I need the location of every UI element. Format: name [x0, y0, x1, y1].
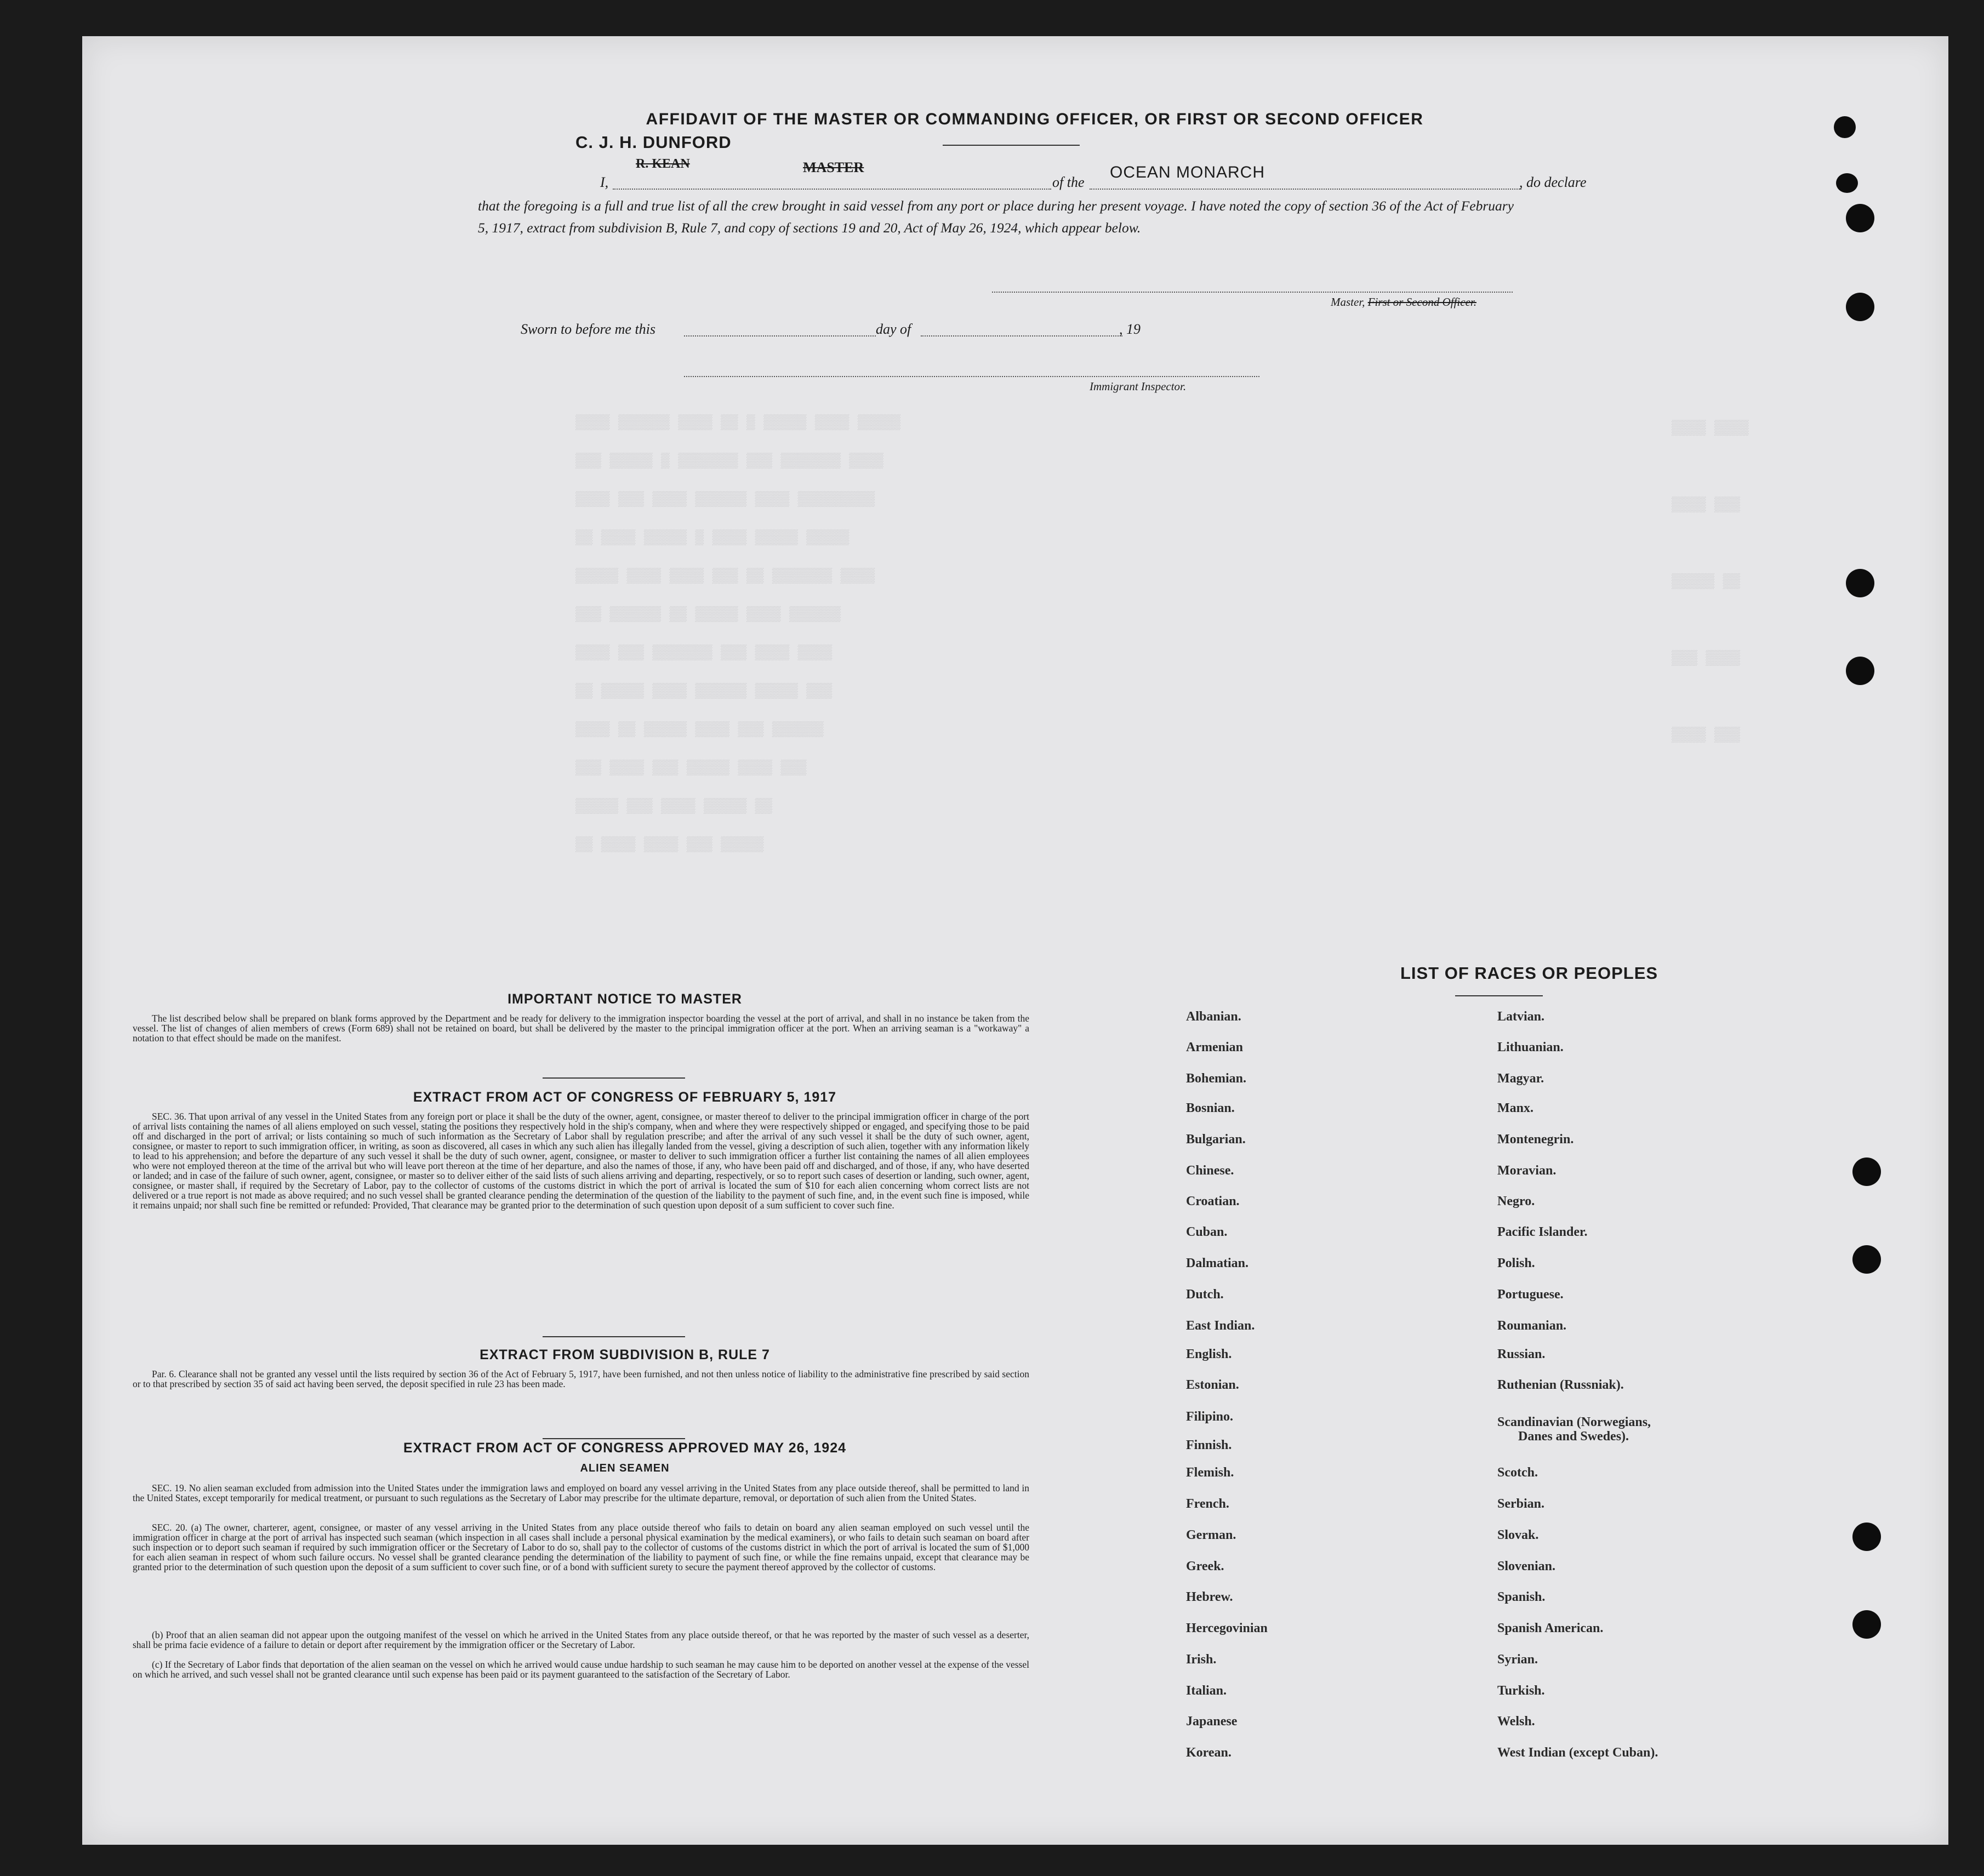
- race-item: Serbian.: [1497, 1497, 1545, 1511]
- race-item: Hercegovinian: [1186, 1621, 1268, 1635]
- race-item: Danes and Swedes).: [1518, 1429, 1629, 1444]
- day-of-label: day of: [876, 321, 911, 337]
- race-item: Magyar.: [1497, 1071, 1544, 1086]
- notice-text: The list described below shall be prepared on blank forms approved by the Department and be ready for delivery to the immigration inspector boarding the vessel at the port of arrival, and shall in no instance be taken from the vessel. The list of changes of alien members of crews (Form 689) shall not be retained on board, but shall be delivered by the master to the principal immigration officer at the port. When an arriving seaman is a "workaway" a notation to that effect should be made on the manifest.: [133, 1013, 1029, 1044]
- signature-caption: [1331, 295, 1476, 309]
- race-item: Moravian.: [1497, 1164, 1557, 1178]
- race-item: Bosnian.: [1186, 1101, 1235, 1115]
- race-item: Spanish American.: [1497, 1621, 1604, 1635]
- punch-hole: [1852, 1523, 1881, 1551]
- race-item: Slovenian.: [1497, 1559, 1556, 1573]
- race-item: German.: [1186, 1528, 1236, 1542]
- race-item: Polish.: [1497, 1256, 1535, 1270]
- race-item: Latvian.: [1497, 1010, 1545, 1024]
- race-item: Italian.: [1186, 1684, 1227, 1698]
- race-item: Chinese.: [1186, 1164, 1234, 1178]
- sworn-day-line: [684, 335, 876, 337]
- race-item: Greek.: [1186, 1559, 1224, 1573]
- act-1917-title: EXTRACT FROM ACT OF CONGRESS OF FEBRUARY 5, 1917: [413, 1090, 837, 1105]
- race-item: Bohemian.: [1186, 1071, 1247, 1086]
- race-item: French.: [1186, 1497, 1229, 1511]
- punch-hole: [1846, 657, 1874, 685]
- typed-master-name: C. J. H. DUNFORD: [575, 133, 732, 152]
- affidavit-heading: AFFIDAVIT OF THE MASTER OR COMMANDING OFFICER, OR FIRST OR SECOND OFFICER: [646, 110, 1424, 128]
- rule-7-title: EXTRACT FROM SUBDIVISION B, RULE 7: [480, 1347, 770, 1362]
- sworn-label: Sworn to before me this: [521, 321, 656, 337]
- punch-hole: [1852, 1157, 1881, 1186]
- race-item: Estonian.: [1186, 1378, 1239, 1392]
- race-item: Spanish.: [1497, 1590, 1546, 1604]
- act-1917-text: SEC. 36. That upon arrival of any vessel in the United States from any foreign port or place it shall be the duty of the owner, agent, consignee, or master thereof to deliver to the principal immigration officer in charge of the port of arrival lists containing the names of all aliens employed on such vessel, stating the positions they respectively hold in the ship's company, when and where they were respectively shipped or engaged, and specifying those to be paid off and discharged in the port of arrival; or lists containing so much of such information as the Secretary of Labor shall by regulation prescribe; and after the arrival of any such vessel it shall be the duty of such owner, agent, consignee, or master to report to such immigration officer, in writing, as soon as discovered, all cases in which any such alien has illegally landed from the vessel, giving a description of such alien, together with any information likely to lead to his apprehension; and before the departure of any such vessel it shall be the duty of such owner, agent, consignee, or master to deliver to such immigration officer a further list containing the names of all alien employees who were not employed thereon at the time of the arrival but who will leave port thereon at the time of her departure, and also the names of those, if any, who have been paid off and discharged, and of those, if any, who have deserted or landed; and in case of the failure of such owner, agent, consignee, or master so to deliver either of the said lists of such aliens arriving and departing, respectively, or so to report such cases of desertion or landing, such owner, agent, consignee, or master shall, if required by the Secretary of Labor, pay to the collector of customs of the customs district in which the port of arrival is located the sum of $10 for each alien concerning whom correct lists are not delivered or a true report is not made as above required; and no such vessel shall be granted clearance pending the determination of the question of the liability to the payment of such fine, and, in the event such fine is imposed, while it remains unpaid; nor shall such fine be remitted or refunded: Provided, That clearance may be granted prior to the determination of such question upon deposit of a sum sufficient to cover such fine.: [133, 1111, 1029, 1211]
- race-item: Irish.: [1186, 1652, 1217, 1667]
- race-item: Dutch.: [1186, 1287, 1224, 1302]
- punch-hole: [1846, 293, 1874, 321]
- race-item: Turkish.: [1497, 1684, 1545, 1698]
- race-item: Cuban.: [1186, 1225, 1228, 1239]
- document-sheet: AFFIDAVIT OF THE MASTER OR COMMANDING OFFICER, OR FIRST OR SECOND OFFICER C. J. H. DUNFORD I, R. KEAN MASTER of the OCEAN MONARCH , do declare that the foregoing is a full and true list of all the crew brought in said vessel from any port or place during her present voyage. I have noted the copy of section 36 of the Act of February 5, 1917, extract from subdivision B, Rule 7, and copy of sections 19 and 20, Act of May 26, 1924, which appear below. Master, First or Second Officer. Sworn to before me this day of , 19 Immigrant Inspector. ▒▒▒▒ ▒▒▒▒▒▒ ▒▒▒▒ ▒▒ ▒ ▒▒▒▒▒ ▒▒▒▒ ▒▒▒▒▒ ▒▒▒ ▒▒▒▒▒ ▒ ▒▒▒▒▒▒▒ ▒▒▒ ▒▒▒▒▒▒▒ ▒▒▒▒ ▒▒▒▒ ▒▒▒ ▒▒▒▒ ▒▒▒▒▒▒ ▒▒▒▒ ▒▒▒▒▒▒▒▒▒ ▒▒ ▒▒▒▒ ▒▒▒▒▒ ▒ ▒▒▒▒ ▒▒▒▒▒ ▒▒▒▒▒ ▒▒▒▒▒ ▒▒▒▒ ▒▒▒▒ ▒▒▒ ▒▒ ▒▒▒▒▒▒▒ ▒▒▒▒ ▒▒▒ ▒▒▒▒▒▒ ▒▒ ▒▒▒▒▒ ▒▒▒▒ ▒▒▒▒▒▒ ▒▒▒▒ ▒▒▒ ▒▒▒▒▒▒▒ ▒▒▒ ▒▒▒▒ ▒▒▒▒ ▒▒ ▒▒▒▒▒ ▒▒▒▒ ▒▒▒▒▒▒ ▒▒▒▒▒ ▒▒▒ ▒▒▒▒ ▒▒ ▒▒▒▒▒ ▒▒▒▒ ▒▒▒ ▒▒▒▒▒▒ ▒▒▒ ▒▒▒▒ ▒▒▒ ▒▒▒▒▒ ▒▒▒▒ ▒▒▒ ▒▒▒▒▒ ▒▒▒ ▒▒▒▒ ▒▒▒▒▒ ▒▒ ▒▒ ▒▒▒▒ ▒▒▒▒ ▒▒▒ ▒▒▒▒▒ ▒▒▒▒ ▒▒▒▒ ▒▒▒▒ ▒▒▒ ▒▒▒▒▒ ▒▒ ▒▒▒ ▒▒▒▒ ▒▒▒▒ ▒▒▒ IMPORTANT NOTICE TO MASTER The list described below shall be prepared on blank forms approved by the Department and be ready for delivery to the immigration inspector boarding the vessel at the port of arrival, and shall in no instance be taken from the vessel. The list of changes of alien members of crews (Form 689) shall not be retained on board, but shall be delivered by the master to the principal immigration officer at the port. When an arriving seaman is a "workaway" a notation to that effect should be made on the manifest. EXTRACT FROM ACT OF CONGRESS OF FEBRUARY 5, 1917 SEC. 36. That upon arrival of any vessel in the United States from any foreign port or place it shall be the duty of the owner, agent, consignee, or master thereof to deliver to the principal immigration officer in charge of the port of arrival lists containing the names of all aliens employed on such vessel, stating the positions they respectively hold in the ship's company, when and where they were respectively shipped or engaged, and specifying those to be paid off and discharged in the port of arrival; or lists containing so much of such information as the Secretary of Labor shall by regulation prescribe; and after the arrival of any such vessel it shall be the duty of such owner, agent, consignee, or master to report to such immigration officer, in writing, as soon as discovered, all cases in which any such alien has illegally landed from the vessel, giving a description of such alien, together with any information likely to lead to his apprehension; and before the departure of any such vessel it shall be the duty of such owner, agent, consignee, or master to deliver to such immigration officer a further list containing the names of all alien employees who were not employed thereon at the time of the arrival but who will leave port thereon at the time of her departure, and also the names of those, if any, who have been paid off and discharged, and of those, if any, who have deserted or landed; and in case of the failure of such owner, agent, consignee, or master so to deliver either of the said lists of such aliens arriving and departing, respectively, or so to report such cases of desertion or landing, such owner, agent, consignee, or master shall, if required by the Secretary of Labor, pay to the collector of customs of the customs district in which the port of arrival is located the sum of $10 for each alien concerning whom correct lists are not delivered or a true report is not made as above required; and no such vessel shall be granted clearance pending the determination of the question of the liability to the payment of such fine, and, in the event such fine is imposed, while it remains unpaid; nor shall such fine be remitted or refunded: Provided, That clearance may be granted prior to the determination of such question upon deposit of a sum sufficient to cover such fine. EXTRACT FROM SUBDIVISION B, RULE 7 Par. 6. Clearance shall not be granted any vessel until the lists required by section 36 of the Act of February 5, 1917, have been furnished, and not then unless notice of liability to the administrative fine prescribed by said section or to that prescribed by section 35 of said act having been served, the deposit specified in rule 23 has been made. EXTRACT FROM ACT OF CONGRESS APPROVED MAY 26, 1924 ALIEN SEAMEN SEC. 19. No alien seaman excluded from admission into the United States under the immigration laws and employed on board any vessel arriving in the United States from any place outside thereof, shall be permitted to land in the United States, except temporarily for medical treatment, or pursuant to such regulations as the Secretary of Labor may prescribe for the ultimate departure, removal, or deportation of such alien from the United States. SEC. 20. (a) The owner, charterer, agent, consignee, or master of any vessel arriving in the United States from any place outside thereof who fails to detain on board any alien seaman employed on such vessel until the immigration officer in charge at the port of arrival has inspected such seaman (which inspection in all cases shall include a personal physical examination by the medical examiners), or who fails to detain such seaman on board after such inspection or to deport such seaman if required by such immigration officer or the Secretary of Labor to do so, shall pay to the collector of customs of the customs district in which the port of arrival is located the sum of $1,000 for each alien seaman in respect of whom such failure occurs. No vessel shall be granted clearance pending the determination of the liability to payment of such fine, or while the fine remains unpaid, except that clearance may be granted prior to the determination of such question upon the deposit of a sum sufficient to cover such fine, or of a bond with sufficient surety to secure the payment thereof approved by the collector of customs. (b) Proof that an alien seaman did not appear upon the outgoing manifest of the vessel on which he arrived in the United States from any place outside thereof, or that he was reported by the master of such vessel as a deserter, shall be prima facie evidence of a failure to detain or deport after requirement by the immigration officer or the Secretary of Labor. (c) If the Secretary of Labor finds that deportation of the alien seaman on the vessel on which he arrived would cause undue hardship to such seaman he may cause him to be deported on another vessel at the expense of the vessel on which he arrived, and such vessel shall not be granted clearance until such expense has been paid or its payment guaranteed to the satisfaction of the Secretary of Labor. LIST OF RACES OR PEOPLES Albanian. Armenian Bohemian. Bosnian. Bulgarian. Chinese. Croatian. Cuban. Dalmatian. Dutch. East Indian. English. Estonian. Filipino. Finnish. Flemish. French. German. Greek. Hebrew. Hercegovinian Irish. Italian. Japanese Korean. Latvian. Lithuanian. Magyar. Manx. Montenegrin. Moravian. Negro. Pacific Islander. Polish. Portuguese. Roumanian. Russian. Ruthenian (Russniak). Scandinavian (Norwegians, Danes and Swedes). Scotch. Serbian. Slovak. Slovenian. Spanish. Spanish American. Syrian. Turkish. Welsh. West Indian (except Cuban).: [82, 36, 1948, 1845]
- affidavit-body: that the foregoing is a full and true list of all the crew brought in said vessel from any port or place during her present voyage. I have noted the copy of section 36 of the Act of February 5, 1917, extract from subdivision B, Rule 7, and copy of sections 19 and 20, Act of May 26, 1924, which appear below.: [478, 198, 1514, 236]
- heading-underline: [943, 145, 1080, 146]
- struck-name: R. KEAN: [636, 157, 690, 171]
- races-title: LIST OF RACES OR PEOPLES: [1400, 963, 1658, 983]
- race-item: Roumanian.: [1497, 1319, 1567, 1333]
- punch-hole: [1852, 1610, 1881, 1639]
- notice-divider: [543, 1077, 685, 1079]
- race-item: Pacific Islander.: [1497, 1225, 1588, 1239]
- race-item: Manx.: [1497, 1101, 1533, 1115]
- vessel-name: OCEAN MONARCH: [1110, 163, 1265, 181]
- name-line: [613, 189, 1051, 190]
- signature-line: [992, 292, 1513, 293]
- rule-7-text: Par. 6. Clearance shall not be granted any vessel until the lists required by section 36 of the Act of February 5, 1917, have been furnished, and not then unless notice of liability to the administrative fine prescribed by said section or to that prescribed by section 35 of said act having been served, the deposit specified in rule 23 has been made.: [133, 1368, 1029, 1389]
- act-1924-title: EXTRACT FROM ACT OF CONGRESS APPROVED MAY 26, 1924: [403, 1440, 847, 1456]
- act-1917-divider: [543, 1336, 685, 1337]
- of-the-label: of the: [1052, 174, 1085, 190]
- race-item: West Indian (except Cuban).: [1497, 1746, 1658, 1760]
- inspector-caption: Immigrant Inspector.: [1090, 380, 1187, 393]
- sworn-month-line: [921, 335, 1122, 337]
- vessel-line: [1090, 189, 1521, 190]
- races-divider: [1455, 995, 1543, 996]
- act-1924-subtitle: ALIEN SEAMEN: [580, 1462, 670, 1474]
- race-item: Montenegrin.: [1497, 1132, 1574, 1147]
- declare-label: , do declare: [1519, 174, 1587, 190]
- race-item: East Indian.: [1186, 1319, 1255, 1333]
- race-item: Finnish.: [1186, 1438, 1232, 1452]
- race-item: Portuguese.: [1497, 1287, 1564, 1302]
- punch-hole: [1846, 204, 1874, 232]
- sec-20a-text: SEC. 20. (a) The owner, charterer, agent, consignee, or master of any vessel arriving in the United States from any place outside thereof who fails to detain on board any alien seaman employed on such vessel until the immigration officer in charge at the port of arrival has inspected such seaman (which inspection in all cases shall include a personal physical examination by the medical examiners), or who fails to detain such seaman on board after such inspection or to deport such seaman if required by such immigration officer or the Secretary of Labor to do so, shall pay to the collector of customs of the customs district in which the port of arrival is located the sum of $1,000 for each alien seaman in respect of whom such failure occurs. No vessel shall be granted clearance pending the determination of the liability to payment of such fine, or while the fine remains unpaid, except that clearance may be granted prior to the determination of such question upon the deposit of a sum sufficient to cover such fine, or of a bond with sufficient surety to secure the payment thereof approved by the collector of customs.: [133, 1522, 1029, 1572]
- rule-7-divider: [543, 1438, 685, 1439]
- punch-hole: [1846, 569, 1874, 597]
- race-item: Scandinavian (Norwegians,: [1497, 1415, 1651, 1429]
- race-item: Albanian.: [1186, 1010, 1241, 1024]
- notice-title: IMPORTANT NOTICE TO MASTER: [508, 991, 742, 1007]
- race-item: Ruthenian (Russniak).: [1497, 1378, 1624, 1392]
- sec-19-text: SEC. 19. No alien seaman excluded from admission into the United States under the immigration laws and employed on board any vessel arriving in the United States from any place outside thereof, shall be permitted to land in the United States, except temporarily for medical treatment, or pursuant to such regulations as the Secretary of Labor may prescribe for the ultimate departure, removal, or deportation of such alien from the United States.: [133, 1482, 1029, 1503]
- race-item: Filipino.: [1186, 1410, 1234, 1424]
- race-item: Scotch.: [1497, 1466, 1538, 1480]
- race-item: Lithuanian.: [1497, 1040, 1564, 1054]
- struck-officer-label: First or Second Officer.: [1367, 295, 1476, 309]
- race-item: Welsh.: [1497, 1714, 1535, 1729]
- race-item: Slovak.: [1497, 1528, 1539, 1542]
- race-item: Japanese: [1186, 1714, 1238, 1729]
- declarant-prefix: I,: [600, 174, 609, 190]
- race-item: Korean.: [1186, 1746, 1232, 1760]
- sworn-year: , 19: [1119, 321, 1141, 337]
- punch-hole: [1836, 173, 1858, 193]
- race-item: English.: [1186, 1347, 1232, 1361]
- race-item: Syrian.: [1497, 1652, 1538, 1667]
- punch-hole: [1852, 1245, 1881, 1274]
- race-item: Bulgarian.: [1186, 1132, 1246, 1147]
- sec-20b-text: (b) Proof that an alien seaman did not appear upon the outgoing manifest of the vessel on which he arrived in the United States from any place outside thereof, or that he was reported by the master of such vessel as a deserter, shall be prima facie evidence of a failure to detain or deport after requirement by the immigration officer or the Secretary of Labor.: [133, 1629, 1029, 1650]
- sec-20c-text: (c) If the Secretary of Labor finds that deportation of the alien seaman on the vessel on which he arrived would cause undue hardship to such seaman he may cause him to be deported on another vessel at the expense of the vessel on which he arrived, and such vessel shall not be granted clearance until such expense has been paid or its payment guaranteed to the satisfaction of the Secretary of Labor.: [133, 1659, 1029, 1680]
- struck-rank: MASTER: [803, 159, 864, 175]
- race-item: Negro.: [1497, 1194, 1535, 1208]
- race-item: Dalmatian.: [1186, 1256, 1248, 1270]
- race-item: Armenian: [1186, 1040, 1243, 1054]
- punch-hole: [1834, 116, 1856, 138]
- race-item: Hebrew.: [1186, 1590, 1233, 1604]
- inspector-line: [684, 376, 1259, 377]
- race-item: Croatian.: [1186, 1194, 1240, 1208]
- race-item: Russian.: [1497, 1347, 1546, 1361]
- master-label: Master,: [1331, 295, 1365, 309]
- race-item: Flemish.: [1186, 1466, 1234, 1480]
